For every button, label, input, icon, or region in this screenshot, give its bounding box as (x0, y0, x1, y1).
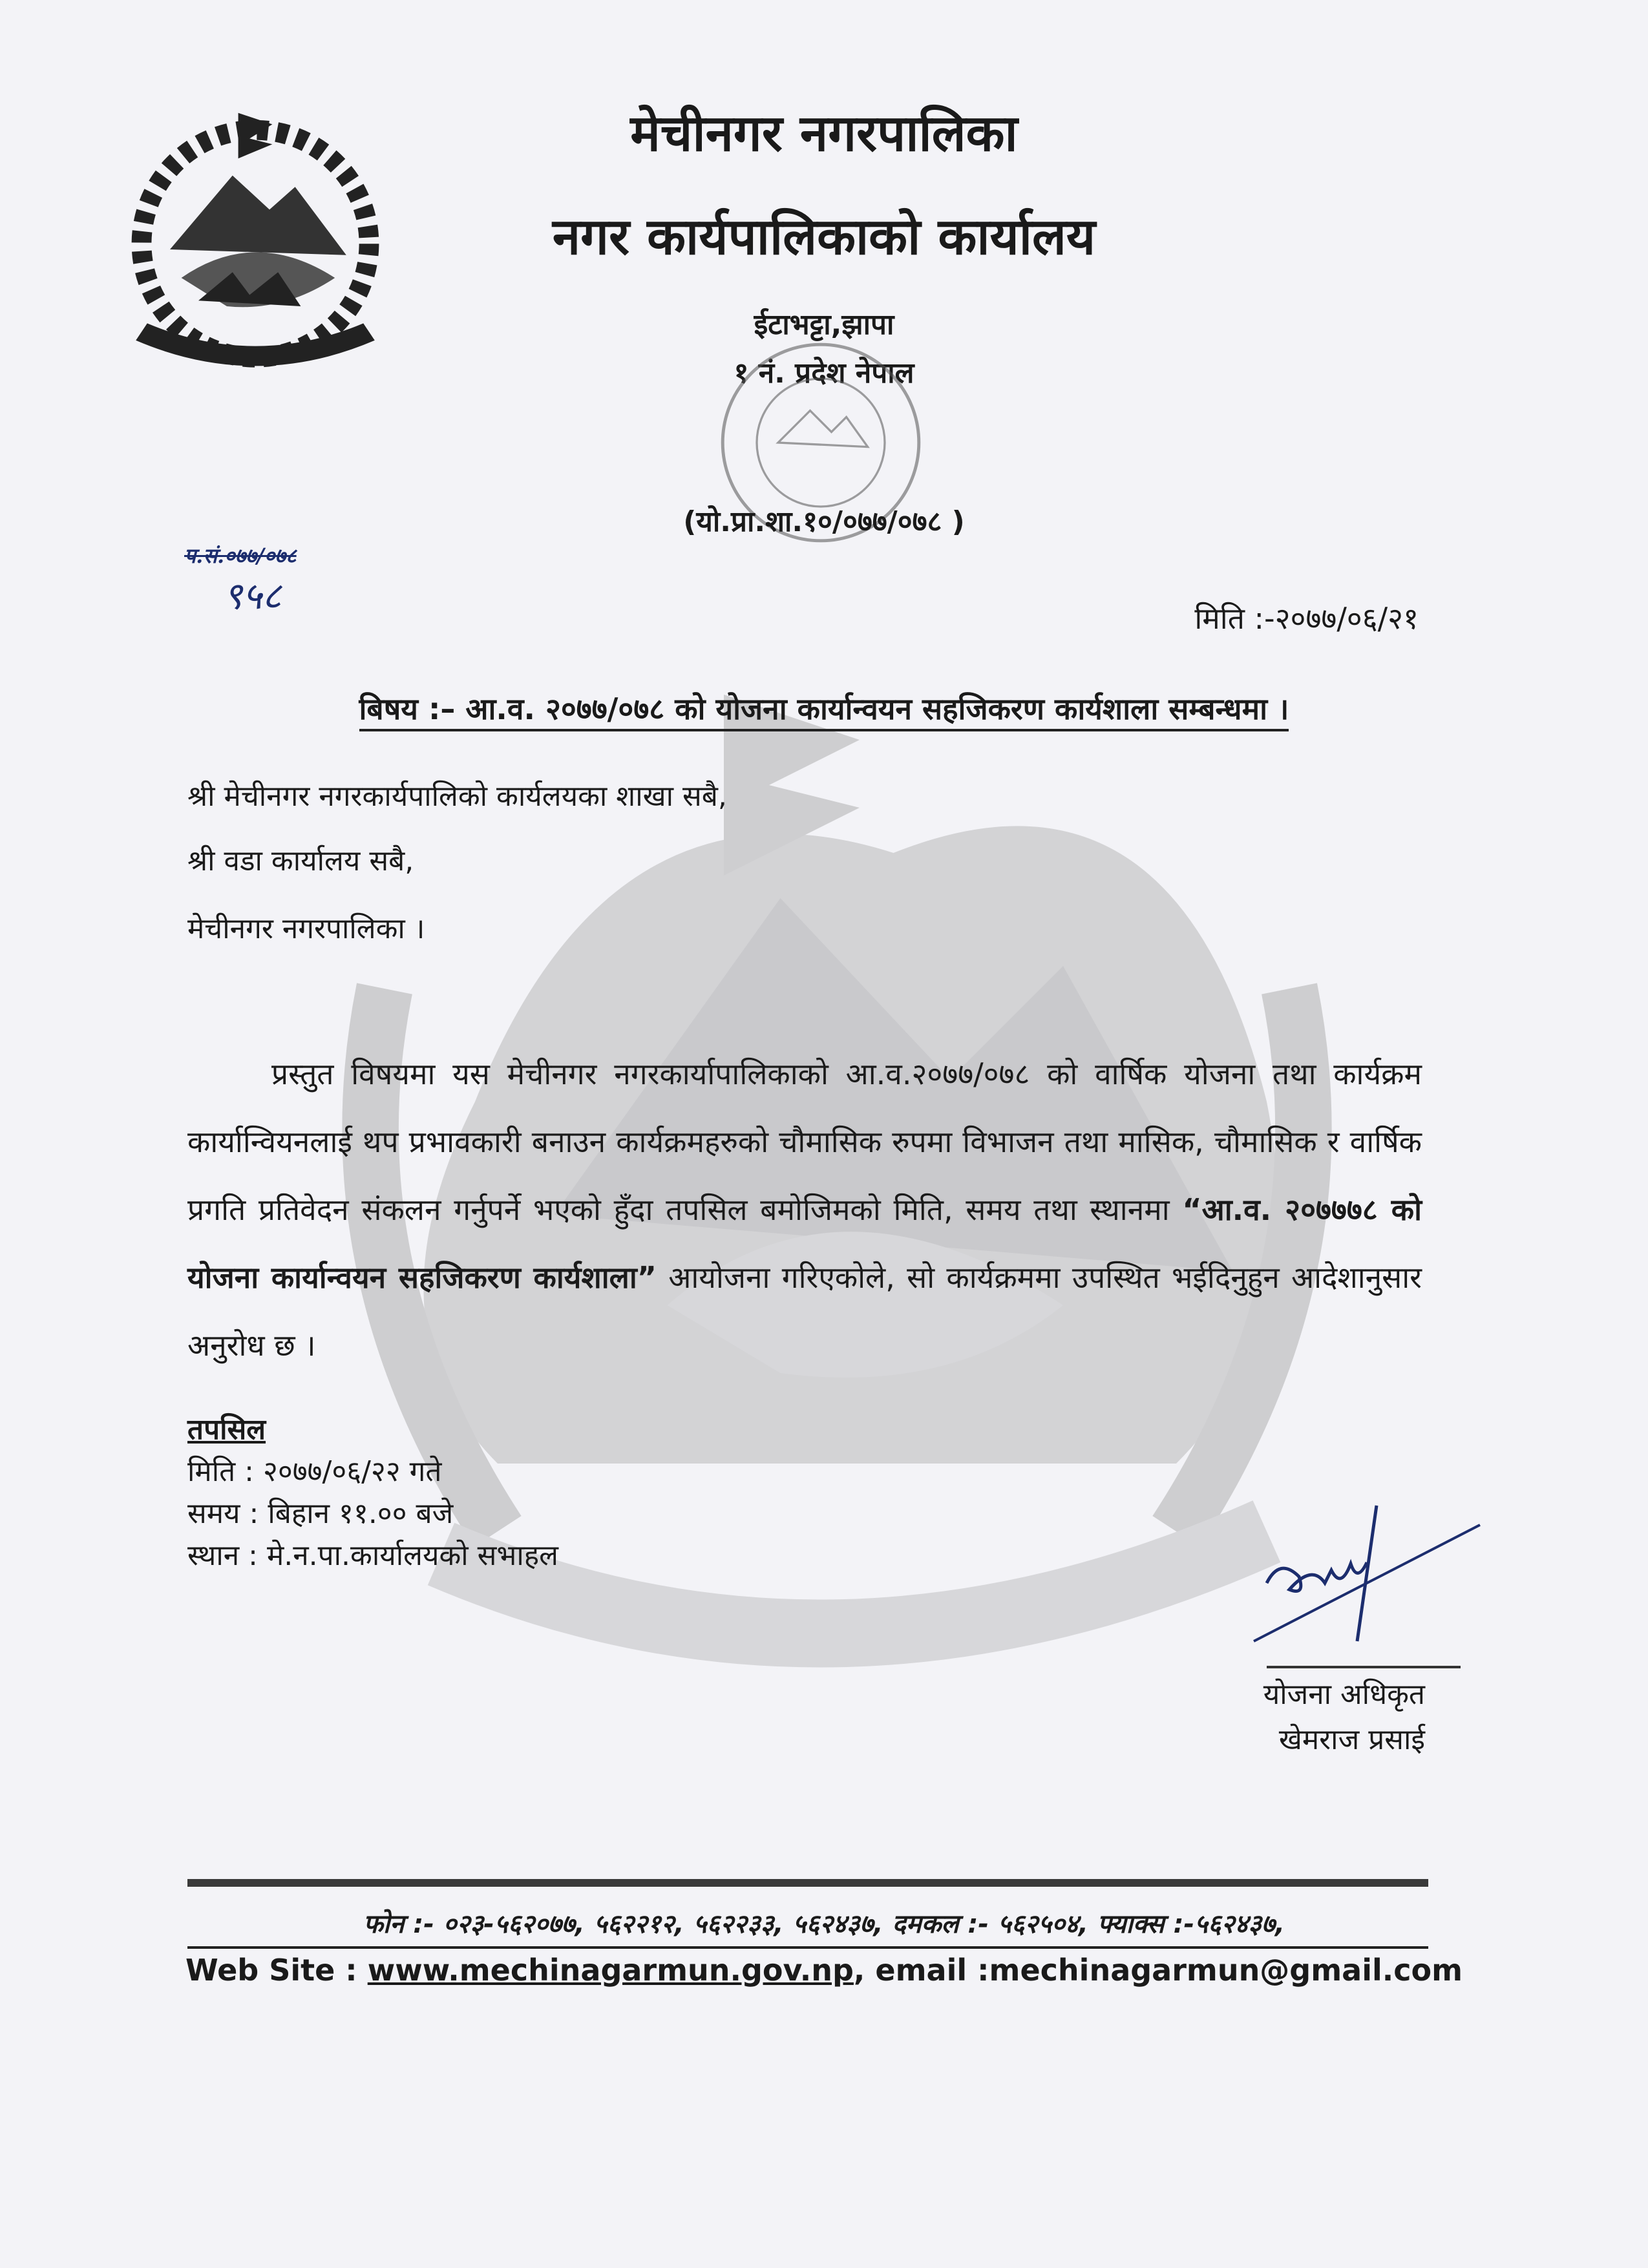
office-title: नगर कार्यपालिकाको कार्यालय (552, 208, 1096, 266)
footer-web (0, 1953, 1648, 1988)
letter-date: मिति :-२०७७/०६/२१ (1194, 601, 1419, 636)
details-time: समय : बिहान ११.०० बजे (187, 1497, 454, 1530)
footer-phone: फोन :- ०२३-५६२०७७, ५६२२१२, ५६२२३३, ५६२४३७, दमकल :- ५६२५०४, फ्याक्स :-५६२४३७, (363, 1909, 1285, 1939)
establishment-code: (यो.प्रा.शा.१०/०७७/०७८ ) (683, 505, 965, 538)
letter-body (187, 1040, 1422, 1380)
letter-subject (0, 688, 1648, 728)
website-link[interactable]: www.mechinagarmun.gov.np (367, 1953, 854, 1988)
details-heading: तपसिल (187, 1413, 266, 1446)
workshop-title: “आ.व. २०७७७८ को योजना कार्यान्वयन सहजिकरण कार्यशाला” (187, 1192, 1422, 1295)
address-city: ईटाभट्टा,झापा (754, 308, 894, 341)
recipient-line: श्री मेचीनगर नगरकार्यपालिको कार्यलयका शाखा सबै, (187, 780, 727, 813)
footer-divider-thin (187, 1946, 1428, 1949)
recipient-line: मेचीनगर नगरपालिका । (187, 912, 425, 945)
subject-text: बिषय :– आ.व. २०७७/०७८ को योजना कार्यान्वयन सहजिकरण कार्यशाला सम्बन्धमा । (359, 691, 1289, 731)
details-place: स्थान : मे.न.पा.कार्यालयको सभाहल (187, 1539, 558, 1572)
details-date: मिति : २०७७/०६/२२ गते (187, 1455, 442, 1488)
email-text: , email :mechinagarmun@gmail.com (853, 1953, 1463, 1988)
letter-reference-number: प.सं.०७७/०७८ (184, 543, 297, 568)
address-province: १ नं. प्रदेश नेपाल (734, 357, 914, 390)
web-label: Web Site : (185, 1953, 368, 1988)
signatory-name: खेमराज प्रसाई (1278, 1723, 1425, 1756)
signatory-designation: योजना अधिकृत (1263, 1678, 1425, 1711)
body-text-part2: आयोजना गरिएकोले, सो कार्यक्रममा उपस्थित भईदिनुहुन आदेशानुसार अनुरोध छ । (187, 1260, 1422, 1363)
dispatch-number: ९५८ (223, 574, 282, 618)
signature (1228, 1486, 1499, 1680)
footer-divider (187, 1879, 1428, 1887)
body-text-part1: प्रस्तुत विषयमा यस मेचीनगर नगरकार्यापालिकाको आ.व.२०७७/०७८ को वार्षिक योजना तथा कार्यक्रम कार्यान्वियनलाई थप प्रभावकारी बनाउन कार्यक्रमहरुको चौमासिक रुपमा विभाजन तथा मासिक, चौमासिक र वार्षिक प्रगति प्रतिवेदन संकलन गर्नुपर्ने भएको हुँदा तपसिल बमोजिमको मिति, समय तथा स्थानमा (187, 1056, 1422, 1227)
municipality-title: मेचीनगर नगरपालिका (630, 105, 1018, 163)
recipient-line: श्री वडा कार्यालय सबै, (187, 845, 414, 877)
